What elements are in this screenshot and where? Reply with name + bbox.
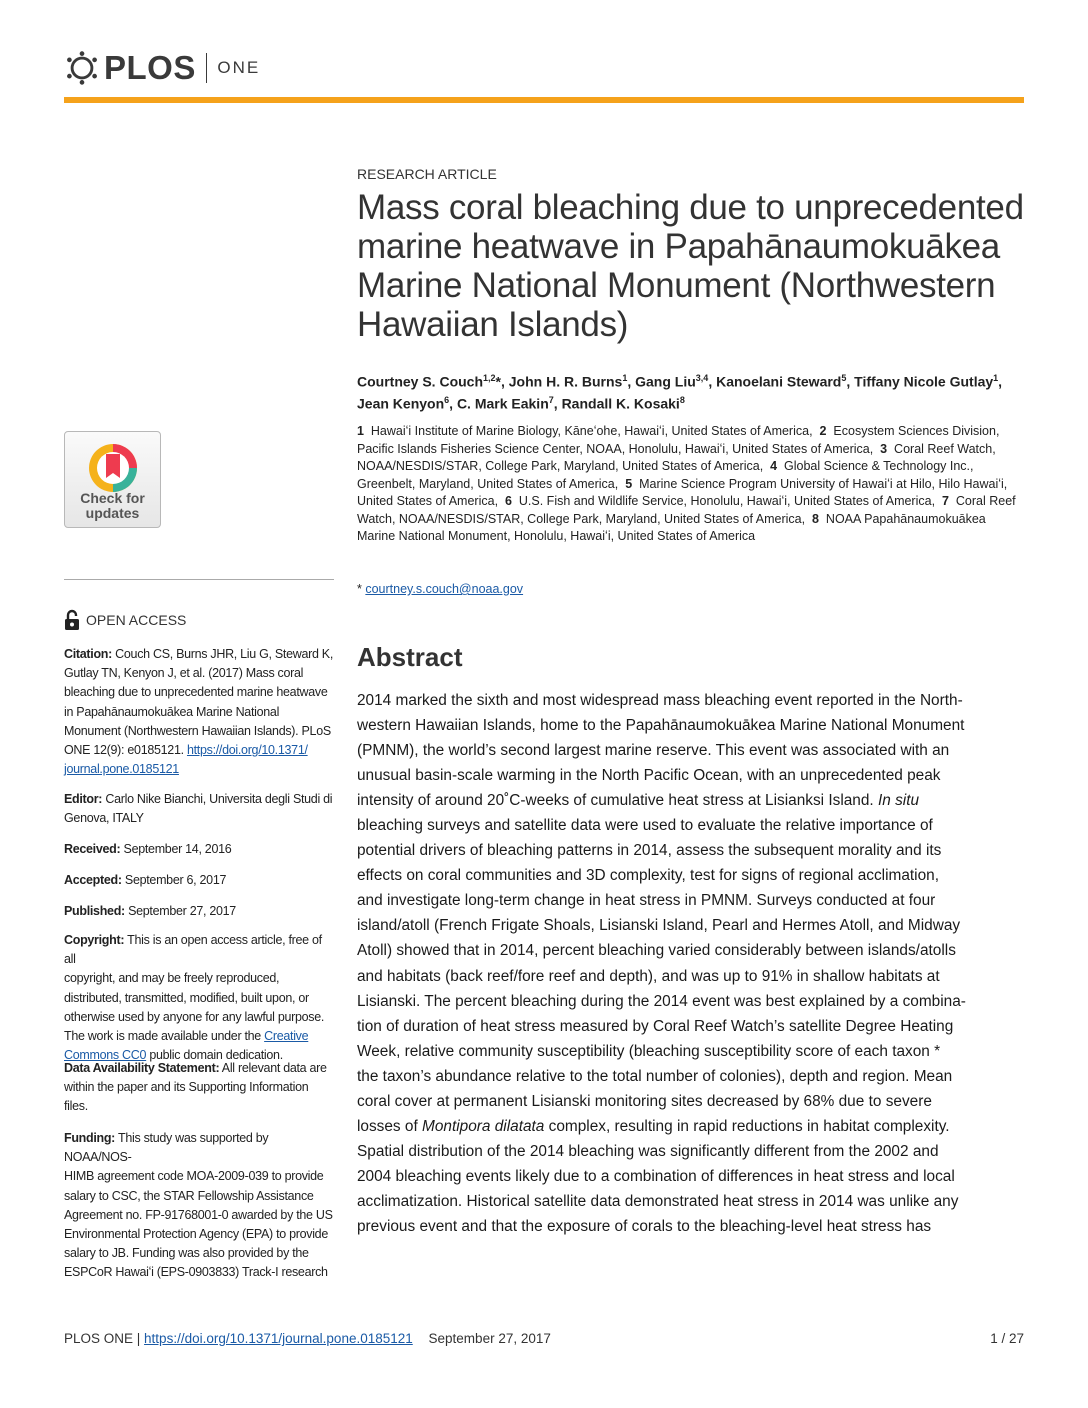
funding-block: Funding: This study was supported by NOAA/NOS- HIMB agreement code MOA-2009-039 to provide salary to CSC, the STAR Fellowship Assistance Agreement no. FP-91768001-0 awarded by the US Environmental Protection Agency (EPA) to provide salary to JB. Funding was also provided by the ESPCoR Hawaiʻi (EPS-0903833) Track-I research [64,1131,333,1280]
received-date: Received: September 14, 2016 [64,842,232,856]
corresponding-marker: * [495,373,501,390]
abstract-line: bleaching surveys and satellite data were used to evaluate the relative importance of [357,817,933,835]
author-name: Randall K. Kosaki [561,395,680,412]
author-affiliation-marker: 8 [679,394,685,405]
creative-commons-link[interactable]: Creative [264,1029,309,1044]
affiliation-text: Coral Reef Watch, NOAA/NESDIS/STAR, College Park, Maryland, United States of America, [357,441,996,473]
footer-date: September 27, 2017 [428,1331,551,1346]
check-for-updates-label: Check for updates [80,490,145,521]
open-lock-icon [64,609,80,631]
data-availability-block: Data Availability Statement: All relevant data are within the paper and its Supporting Information files. [64,1061,327,1114]
affiliation-number: 8 [812,511,819,526]
abstract-line: previous event and that the exposure of corals to the bleaching-level heat stress has [357,1217,932,1235]
abstract-line: Lisianski. The percent bleaching during the 2014 event was best explained by a combina- [357,992,966,1010]
abstract-line: losses of Montipora dilatata complex, resulting in rapid reductions in habitat complexity. [357,1117,950,1135]
affiliations [357,423,1025,546]
abstract-line: and habitats (back reef/fore reef and depth), and was up to 91% in shallow habitats at [357,967,940,985]
citation-doi-link[interactable]: https://doi.org/10.1371/ [186,743,308,758]
corresponding-marker: * [357,582,362,596]
abstract-line: tion of duration of heat stress measured by Coral Reef Watch’s satellite Degree Heating [357,1017,954,1035]
sidebar-rule [64,579,334,580]
author-affiliation-marker: 1 [993,373,999,383]
author-affiliation-marker: 1 [622,373,628,383]
bookmark-icon [85,440,141,496]
article-title: Mass coral bleaching due to unprecedented marine heatwave in Papahānaumokuākea Marine National Monument (Northwestern Hawaiian Islands) [357,188,1024,344]
author-name: Courtney S. Couch [357,373,484,390]
abstract-heading: Abstract [357,642,463,672]
abstract-line: intensity of around 20˚C-weeks of cumulative heat stress at Lisianksi Island. In situ [357,792,920,810]
abstract-line: Spatial distribution of the 2014 bleaching was significantly different from the 2002 and [357,1142,939,1160]
accepted-date: Accepted: September 6, 2017 [64,873,227,887]
abstract-line: the taxon’s abundance relative to the total number of colonies), depth and region. Mean [357,1067,953,1085]
abstract-line: and investigate long-term change in heat stress in PMNM. Surveys conducted at four [357,892,936,910]
abstract-line: acclimatization. Historical satellite data demonstrated heat stress in 2014 was unlike any [357,1192,959,1210]
abstract-line: potential drivers of bleaching patterns in 2014, assess the subsequent morality and its [357,842,942,860]
copyright-block: Copyright: This is an open access article, free of all copyright, and may be freely reproduced, distributed, transmitted, modified, built upon, or otherwise used by anyone for any lawful purpose. The work is made available under the Creative Commons CC0 public domain dedication. [64,933,325,1063]
open-access-label: OPEN ACCESS [64,608,186,632]
article-type: RESEARCH ARTICLE [357,166,497,182]
citation-doi-link-cont[interactable]: journal.pone.0185121 [64,762,179,777]
logo-divider [206,53,208,83]
page-number: 1 / 27 [990,1331,1024,1346]
author-affiliation-marker: 5 [841,373,847,383]
affiliation-number: 3 [880,441,888,456]
logo-plos-text: PLOS [104,49,196,86]
affiliation-text: Global Science & Technology Inc., Greenbelt, Maryland, United States of America, [357,459,974,491]
author-affiliation-marker: 6 [444,394,450,405]
abstract-line: Atoll) showed that in 2014, percent bleaching varied considerably between islands/atolls [357,942,956,960]
header-rule [64,97,1024,103]
author-name: Tiffany Nicole Gutlay [854,373,994,390]
footer-journal: PLOS ONE | [64,1331,141,1346]
plos-logo-icon [64,50,100,86]
page-footer [64,1331,1024,1346]
affiliation-text: Hawaiʻi Institute of Marine Biology, Kāneʻohe, Hawaiʻi, United States of America, [363,424,820,438]
plos-one-logo [64,46,260,90]
author-name: Jean Kenyon [357,395,445,412]
author-name: Kanoelani Steward [716,373,842,390]
author-list: Courtney S. Couch$^{1,2}$*, John H. R. Burns$^1$, Gang Liu$^{3,4}$, Kanoelani Steward$^5$, Tiffany Nicole Gutlay$^1$, Jean Kenyon$^6$, C. Mark Eakin$^7$, Randall K. Kosaki$^8$ [357,373,1003,412]
abstract-line: unusual basin-scale warming in the North Pacific Ocean, with an unprecedented peak [357,767,941,785]
affiliation-text: Marine Science Program University of Hawaiʻi at Hilo, Hilo Hawaiʻi, United States of America, [357,476,1008,508]
author-affiliation-marker: 7 [548,394,554,405]
abstract-line: coral cover at permanent Lisianski monitoring sites decreased by 68% due to severe [357,1092,932,1110]
author-affiliation-marker: 1,2 [483,373,496,383]
author-name: Gang Liu [635,373,696,390]
abstract-line: 2004 bleaching events likely due to a combination of differences in heat stress and local [357,1167,955,1185]
affiliation-text: Ecosystem Sciences Division, Pacific Islands Fisheries Science Center, NOAA, Honolulu, Hawaiʻi, United States of America, [357,424,1000,456]
affiliation-text: U.S. Fish and Wildlife Service, Honolulu, Hawaiʻi, United States of America, [511,494,942,508]
abstract-line: island/atoll (French Frigate Shoals, Lisianski Island, Pearl and Hermes Atoll, and Midway [357,917,961,935]
author-name: John H. R. Burns [508,373,623,390]
logo-one-text: ONE [217,58,261,77]
affiliation-number: 1 [357,424,364,438]
abstract-line: 2014 marked the sixth and most widespread mass bleaching event reported in the North- [357,692,963,709]
creative-commons-link-cont[interactable]: Commons CC0 [64,1048,147,1063]
author-affiliation-marker: 3,4 [695,373,709,383]
corresponding-email-link[interactable]: courtney.s.couch@noaa.gov [365,582,524,596]
affiliation-text: Coral Reef Watch, NOAA/NESDIS/STAR, College Park, Maryland, United States of America, [357,494,1016,526]
published-date: Published: September 27, 2017 [64,904,236,918]
affiliation-text: NOAA Papahānaumokuākea Marine National Monument, Honolulu, Hawaiʻi, United States of America [357,511,986,543]
citation-block: Citation: Couch CS, Burns JHR, Liu G, Steward K, Gutlay TN, Kenyon J, et al. (2017) Mass coral bleaching due to unprecedented marine heatwave in Papahānaumokuākea Marine National Monument (Northwestern Hawaiian Islands). PLoS ONE 12(9): e0185121. https://doi.org/10.1371/ journal.pone.0185121 [64,647,334,777]
check-for-updates-badge[interactable] [64,431,161,528]
affiliation-number: 2 [819,424,827,438]
affiliation-number: 4 [770,459,778,473]
abstract-line: Week, relative community susceptibility (bleaching susceptibility score of each taxon * [357,1042,941,1060]
editor-block: Editor: Carlo Nike Bianchi, Universita degli Studi di Genova, ITALY [64,792,333,826]
author-name: C. Mark Eakin [456,395,549,412]
affiliation-number: 6 [505,494,512,508]
affiliation-number: 5 [625,476,633,491]
abstract-body [357,688,1025,1239]
footer-doi-link[interactable]: https://doi.org/10.1371/journal.pone.0185121 [144,1331,413,1346]
corresponding-author [357,582,1025,596]
abstract-line: western Hawaiian Islands, home to the Papahānaumokuākea Marine National Monument [357,717,965,735]
abstract-line: (PMNM), the world’s second largest marine reserve. This event was associated with an [357,742,950,760]
abstract-line: effects on coral communities and 3D complexity, test for signs of regional acclimation, [357,867,939,885]
affiliation-number: 7 [942,494,949,508]
